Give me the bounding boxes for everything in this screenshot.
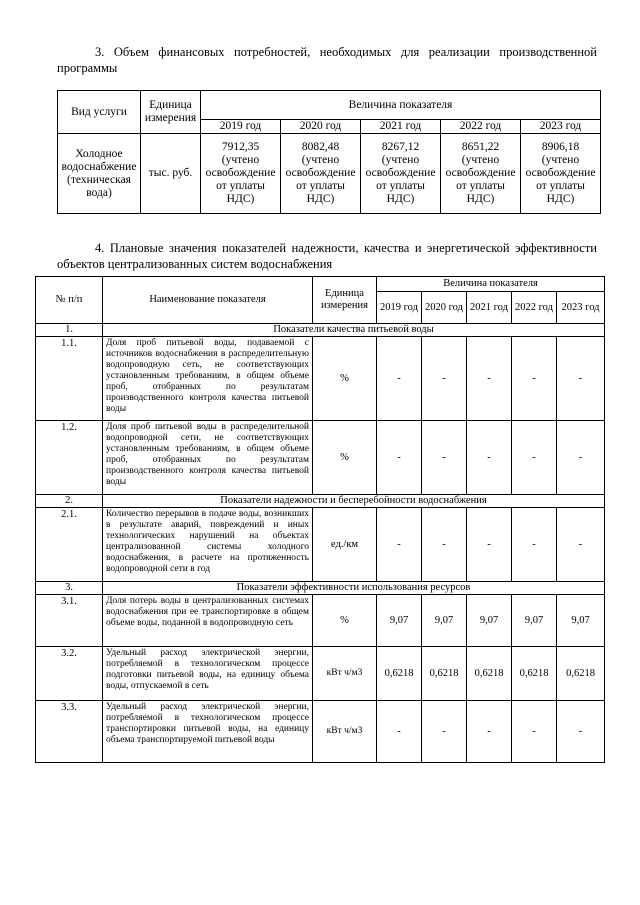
section-num: 1. [36,324,103,337]
unit-cell: тыс. руб. [141,134,201,214]
section-num: 2. [36,495,103,508]
year-header: 2021 год [467,292,512,324]
value-cell: - [422,337,467,421]
value-cell: 9,07 [512,595,557,647]
value-cell: - [422,701,467,763]
unit-cell: % [313,421,377,495]
year-header: 2019 год [377,292,422,324]
value-cell: - [557,337,605,421]
value-cell: - [467,421,512,495]
section-title: Показатели эффективности использования ресурсов [103,582,605,595]
value-cell: - [512,337,557,421]
year-header: 2023 год [557,292,605,324]
row-num: 1.1. [36,337,103,421]
header-unit: Единица измерения [141,91,201,134]
value-cell: - [557,421,605,495]
year-header: 2022 год [441,120,521,134]
value-cell: - [512,701,557,763]
unit-cell: % [313,337,377,421]
year-header: 2022 год [512,292,557,324]
indicator-name: Доля потерь воды в централизованных системах водоснабжения при ее транспортировке в общем объеме воды, поданной в водопроводную сеть [103,595,313,647]
row-num: 1.2. [36,421,103,495]
value-cell: 9,07 [377,595,422,647]
value-cell: 8906,18 (учтено освобождение от уплаты НДС) [521,134,601,214]
unit-cell: ед./км [313,508,377,582]
row-num: 2.1. [36,508,103,582]
header-value: Величина показателя [377,277,605,292]
value-cell: - [377,337,422,421]
year-header: 2020 год [281,120,361,134]
value-cell: 0,6218 [467,647,512,701]
value-cell: - [377,508,422,582]
indicator-name: Доля проб питьевой воды, подаваемой с источников водоснабжения в распределительную водопроводную сеть, не соответствующих установленным требованиям, в общем объеме проб, отобранных по результатам производственного контроля качества питьевой воды [103,337,313,421]
value-cell: 9,07 [422,595,467,647]
value-cell: - [512,421,557,495]
value-cell: - [512,508,557,582]
section-title: Показатели надежности и бесперебойности водоснабжения [103,495,605,508]
financial-needs-table [57,90,601,214]
value-cell: 0,6218 [377,647,422,701]
indicator-name: Количество перерывов в подаче воды, возникших в результате аварий, повреждений и иных технологических нарушений на объектах централизованной системы холодного водоснабжения, в расчете на протяженность водопроводной сети в год [103,508,313,582]
unit-cell: % [313,595,377,647]
row-num: 3.2. [36,647,103,701]
section-4-heading: 4. Плановые значения показателей надежности, качества и энергетической эффективности объектов централизованных систем водоснабжения [57,241,597,271]
value-cell: - [557,701,605,763]
section-3-heading: 3. Объем финансовых потребностей, необходимых для реализации производственной программы [57,45,597,75]
value-cell: 7912,35 (учтено освобождение от уплаты НДС) [201,134,281,214]
year-header: 2019 год [201,120,281,134]
value-cell: 0,6218 [512,647,557,701]
year-header: 2020 год [422,292,467,324]
value-cell: 8651,22 (учтено освобождение от уплаты НДС) [441,134,521,214]
service-name: Холодное водоснабжение (техническая вода) [58,134,141,214]
value-cell: - [467,337,512,421]
value-cell: 9,07 [467,595,512,647]
header-value: Величина показателя [201,91,601,120]
section-title: Показатели качества питьевой воды [103,324,605,337]
header-name: Наименование показателя [103,277,313,324]
value-cell: - [422,508,467,582]
indicator-name: Удельный расход электрической энергии, потребляемой в технологическом процессе подготовки питьевой воды, на единицу объема воды, отпускаемой в сеть [103,647,313,701]
row-num: 3.3. [36,701,103,763]
unit-cell: кВт ч/м3 [313,647,377,701]
value-cell: - [467,701,512,763]
unit-cell: кВт ч/м3 [313,701,377,763]
year-header: 2021 год [361,120,441,134]
header-unit: Единица измерения [313,277,377,324]
value-cell: 8267,12 (учтено освобождение от уплаты НДС) [361,134,441,214]
section-num: 3. [36,582,103,595]
value-cell: - [467,508,512,582]
indicator-name: Удельный расход электрической энергии, потребляемой в технологическом процессе транспортировки питьевой воды, на единицу объема транспортируемой питьевой воды [103,701,313,763]
value-cell: 9,07 [557,595,605,647]
value-cell: 0,6218 [557,647,605,701]
row-num: 3.1. [36,595,103,647]
value-cell: - [422,421,467,495]
year-header: 2023 год [521,120,601,134]
header-num: № п/п [36,277,103,324]
value-cell: 0,6218 [422,647,467,701]
value-cell: - [377,701,422,763]
indicator-name: Доля проб питьевой воды в распределительной водопроводной сети, не соответствующих установленным требованиям, в общем объеме проб, отобранных по результатам производственного контроля качества питьевой воды [103,421,313,495]
indicators-table [35,276,605,763]
value-cell: - [377,421,422,495]
value-cell: - [557,508,605,582]
header-service: Вид услуги [58,91,141,134]
value-cell: 8082,48 (учтено освобождение от уплаты НДС) [281,134,361,214]
